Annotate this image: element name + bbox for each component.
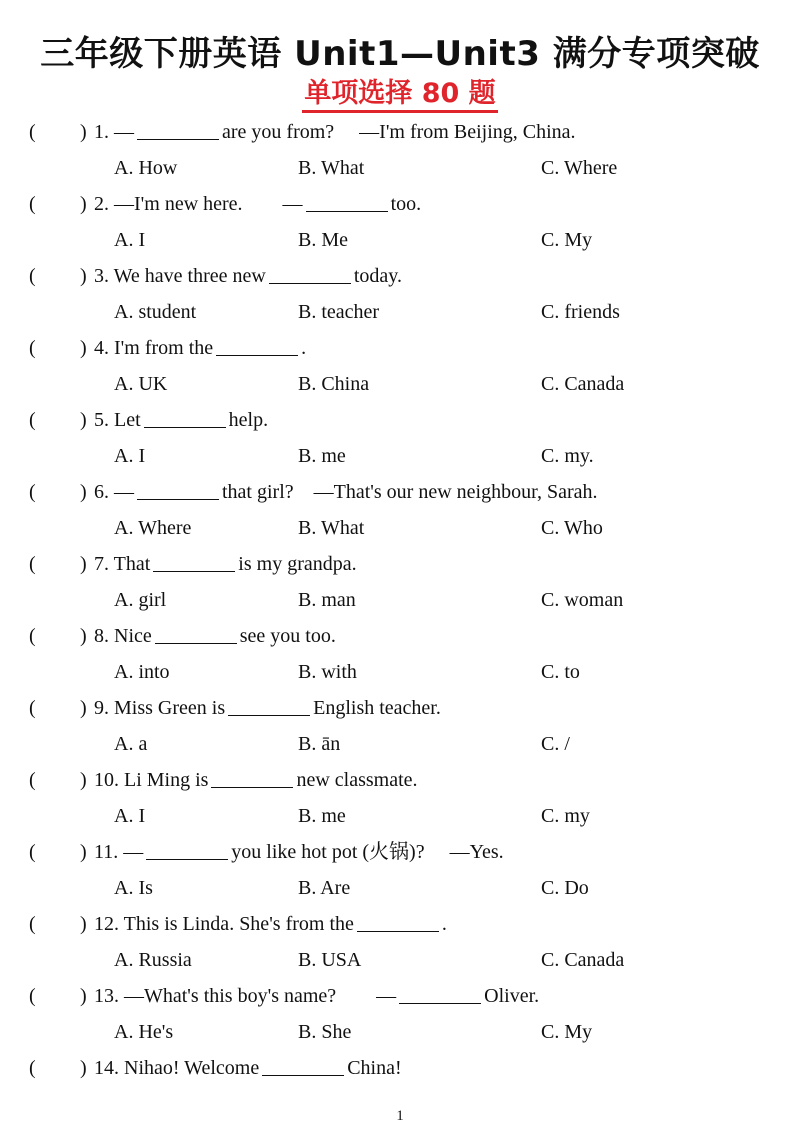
question-text-after: is my grandpa.: [238, 553, 357, 575]
question-stem: [94, 909, 447, 939]
question-stem: [94, 333, 306, 363]
option-c: C. Who: [541, 517, 603, 539]
question-text-after: today.: [353, 265, 402, 287]
option-b: B. What: [298, 157, 365, 179]
options-row: [0, 297, 800, 327]
option-a: A. a: [114, 733, 148, 755]
question-text-after: see you too.: [239, 625, 336, 647]
question-number: 14.: [94, 1057, 119, 1079]
answer-paren-close: ): [80, 1057, 87, 1079]
question-text-after: help.: [228, 409, 269, 431]
answer-blank: [155, 623, 237, 644]
option-c: C. woman: [541, 589, 624, 611]
question-row: [0, 333, 800, 363]
option-a: A. Russia: [114, 949, 192, 971]
question-text-after: that girl? —That's our new neighbour, Sarah.: [222, 481, 598, 503]
question-number: 10.: [94, 769, 119, 791]
options-row: [0, 441, 800, 471]
answer-blank: [144, 407, 226, 428]
answer-paren-close: ): [80, 913, 87, 935]
answer-blank: [357, 911, 439, 932]
question-row: [0, 405, 800, 435]
page-number: 1: [396, 1108, 404, 1124]
option-b: B. ān: [298, 733, 341, 755]
question-text-before: —: [123, 841, 144, 863]
option-c: C. Do: [541, 877, 589, 899]
answer-blank: [228, 695, 310, 716]
answer-blank: [262, 1055, 344, 1076]
option-b: B. me: [298, 805, 346, 827]
question-row: [0, 261, 800, 291]
question-text-before: This is Linda. She's from the: [123, 913, 354, 935]
option-c: C. Where: [541, 157, 618, 179]
option-b: B. teacher: [298, 301, 380, 323]
question-text-after: .: [441, 913, 447, 935]
answer-paren-open: (: [29, 985, 36, 1007]
answer-paren-close: ): [80, 985, 87, 1007]
question-number: 2.: [94, 193, 109, 215]
answer-paren-close: ): [80, 841, 87, 863]
question-text-after: are you from? —I'm from Beijing, China.: [222, 121, 576, 143]
question-stem: [94, 261, 402, 291]
answer-blank: [306, 191, 388, 212]
options-row: [0, 801, 800, 831]
question-text-before: We have three new: [113, 265, 266, 287]
question-text-before: —: [114, 121, 134, 143]
option-c: C. My: [541, 229, 593, 251]
question-number: 5.: [94, 409, 109, 431]
option-c: C. my.: [541, 445, 594, 467]
option-b: B. Are: [298, 877, 351, 899]
answer-paren-close: ): [80, 121, 87, 143]
option-b: B. me: [298, 445, 346, 467]
option-c: C. my: [541, 805, 590, 827]
question-text-after: China!: [347, 1057, 402, 1079]
options-row: [0, 585, 800, 615]
options-row: [0, 369, 800, 399]
question-stem: [94, 405, 268, 435]
question-number: 1.: [94, 121, 109, 143]
answer-paren-open: (: [29, 1057, 36, 1079]
answer-blank: [137, 479, 219, 500]
question-text-after: English teacher.: [313, 697, 441, 719]
option-b: B. China: [298, 373, 370, 395]
option-a: A. I: [114, 229, 146, 251]
option-a: A. How: [114, 157, 178, 179]
answer-blank: [137, 119, 219, 140]
answer-blank: [216, 335, 298, 356]
question-text-before: Miss Green is: [114, 697, 226, 719]
options-row: [0, 657, 800, 687]
answer-paren-close: ): [80, 265, 87, 287]
answer-paren-open: (: [29, 409, 36, 431]
answer-blank: [269, 263, 351, 284]
option-c: C. Canada: [541, 373, 625, 395]
answer-paren-close: ): [80, 337, 87, 359]
option-b: B. What: [298, 517, 365, 539]
answer-paren-open: (: [29, 625, 36, 647]
answer-blank: [153, 551, 235, 572]
question-stem: [94, 981, 539, 1011]
question-stem: [94, 1053, 402, 1083]
option-c: C. to: [541, 661, 580, 683]
question-stem: [94, 549, 357, 579]
question-row: [0, 837, 800, 867]
answer-paren-open: (: [29, 193, 36, 215]
question-stem: [94, 621, 336, 651]
question-row: [0, 477, 800, 507]
question-number: 12.: [94, 913, 119, 935]
question-row: [0, 1053, 800, 1083]
question-number: 11.: [94, 841, 119, 863]
options-row: [0, 513, 800, 543]
answer-paren-open: (: [29, 841, 36, 863]
question-text-before: —: [114, 481, 134, 503]
answer-paren-close: ): [80, 193, 87, 215]
question-text-after: too.: [390, 193, 422, 215]
options-row: [0, 945, 800, 975]
question-stem: [94, 117, 576, 147]
option-a: A. student: [114, 301, 197, 323]
question-row: [0, 765, 800, 795]
option-b: B. man: [298, 589, 356, 611]
options-row: [0, 1017, 800, 1047]
question-text-before: Li Ming is: [124, 769, 209, 791]
section-subtitle: 单项选择 80 题: [302, 78, 497, 113]
question-row: [0, 549, 800, 579]
question-text-after: you like hot pot (火锅)? —Yes.: [231, 841, 504, 863]
answer-paren-close: ): [80, 697, 87, 719]
option-a: A. He's: [114, 1021, 174, 1043]
option-a: A. Where: [114, 517, 192, 539]
question-text-after: new classmate.: [296, 769, 418, 791]
option-c: C. friends: [541, 301, 620, 323]
answer-paren-open: (: [29, 913, 36, 935]
question-row: [0, 693, 800, 723]
question-text-before: —What's this boy's name? —: [124, 985, 397, 1007]
option-b: B. She: [298, 1021, 352, 1043]
option-c: C. Canada: [541, 949, 625, 971]
options-row: [0, 873, 800, 903]
options-row: [0, 729, 800, 759]
answer-paren-close: ): [80, 553, 87, 575]
answer-paren-open: (: [29, 481, 36, 503]
question-text-after: Oliver.: [484, 985, 540, 1007]
question-text-before: Nice: [114, 625, 152, 647]
question-row: [0, 909, 800, 939]
answer-paren-close: ): [80, 481, 87, 503]
answer-blank: [146, 839, 228, 860]
option-a: A. UK: [114, 373, 168, 395]
option-a: A. I: [114, 805, 146, 827]
question-text-before: Nihao! Welcome: [124, 1057, 260, 1079]
answer-paren-open: (: [29, 121, 36, 143]
question-number: 8.: [94, 625, 109, 647]
options-row: [0, 225, 800, 255]
question-stem: [94, 693, 441, 723]
answer-blank: [399, 983, 481, 1004]
answer-paren-open: (: [29, 697, 36, 719]
question-number: 6.: [94, 481, 109, 503]
question-number: 3.: [94, 265, 109, 287]
question-stem: [94, 837, 504, 867]
question-row: [0, 117, 800, 147]
question-row: [0, 189, 800, 219]
answer-paren-open: (: [29, 337, 36, 359]
answer-paren-close: ): [80, 769, 87, 791]
question-stem: [94, 765, 418, 795]
question-text-before: I'm from the: [114, 337, 214, 359]
answer-paren-open: (: [29, 553, 36, 575]
answer-paren-close: ): [80, 625, 87, 647]
subtitle-wrap: [0, 78, 800, 113]
answer-blank: [211, 767, 293, 788]
question-number: 9.: [94, 697, 109, 719]
question-row: [0, 621, 800, 651]
option-a: A. girl: [114, 589, 167, 611]
question-row: [0, 981, 800, 1011]
question-text-before: That: [113, 553, 151, 575]
option-a: A. into: [114, 661, 170, 683]
question-number: 7.: [94, 553, 109, 575]
question-stem: [94, 189, 421, 219]
option-b: B. Me: [298, 229, 348, 251]
option-c: C. /: [541, 733, 570, 755]
option-b: B. USA: [298, 949, 362, 971]
page-title: 三年级下册英语 Unit1—Unit3 满分专项突破: [40, 34, 760, 74]
option-a: A. Is: [114, 877, 153, 899]
answer-paren-open: (: [29, 265, 36, 287]
question-text-before: Let: [114, 409, 141, 431]
question-number: 4.: [94, 337, 109, 359]
option-c: C. My: [541, 1021, 593, 1043]
options-row: [0, 153, 800, 183]
answer-paren-close: ): [80, 409, 87, 431]
question-text-after: .: [301, 337, 307, 359]
question-stem: [94, 477, 598, 507]
question-text-before: —I'm new here. —: [114, 193, 303, 215]
answer-paren-open: (: [29, 769, 36, 791]
question-number: 13.: [94, 985, 119, 1007]
option-b: B. with: [298, 661, 357, 683]
option-a: A. I: [114, 445, 146, 467]
